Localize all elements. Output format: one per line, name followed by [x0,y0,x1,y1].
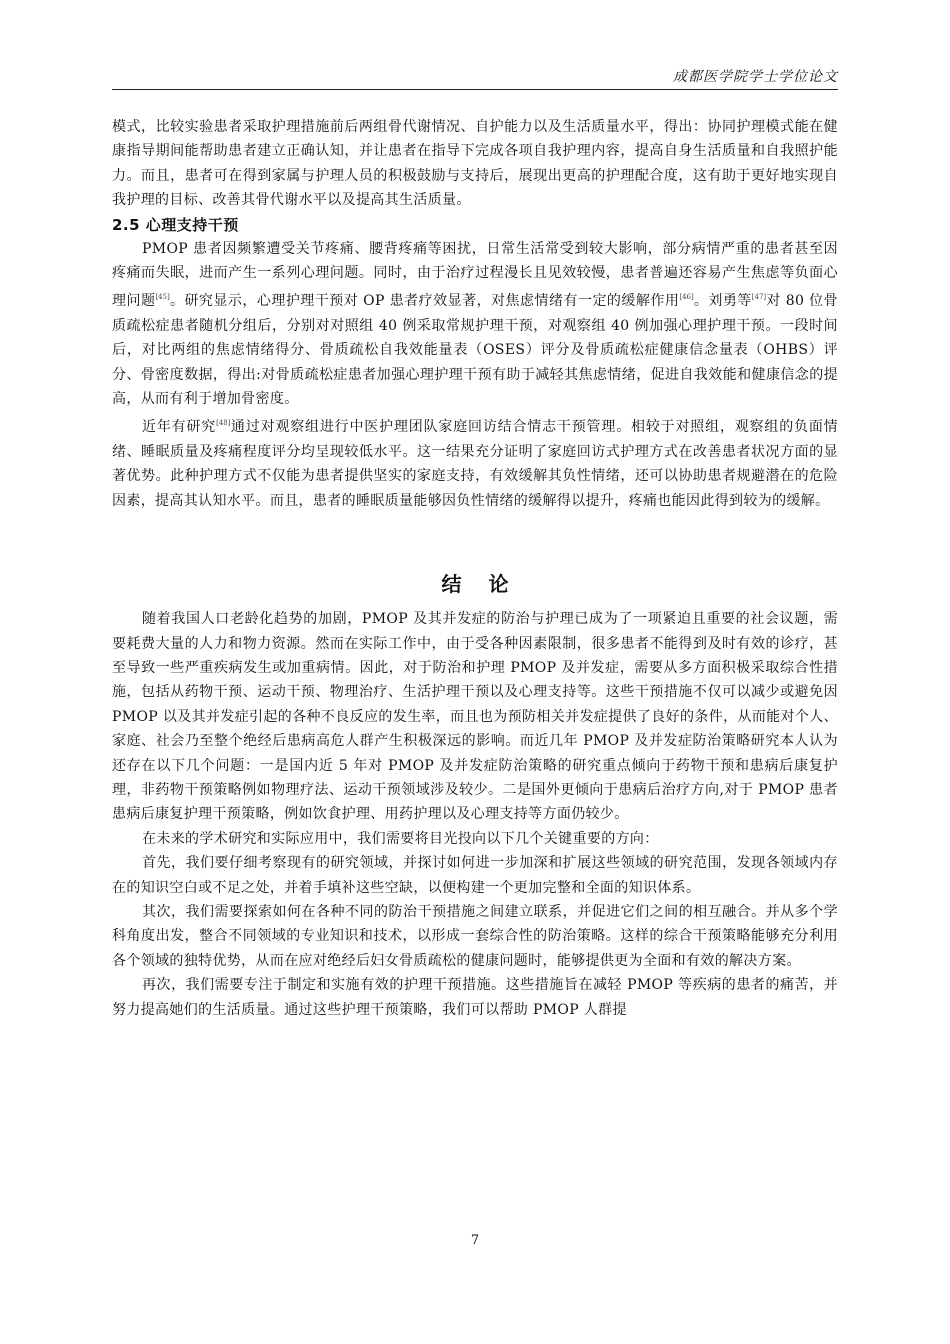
citation-marker: [47] [751,293,767,302]
text-run: 。研究显示，心理护理干预对 OP 患者疗效显著，对焦虑情绪有一定的缓解作用 [169,293,680,310]
text-run: 。刘勇等 [693,293,752,310]
conclusion-paragraph: 首先，我们要仔细考察现有的研究领域，并探讨如何进一步加深和扩展这些领域的研究范围，发现各领域内存在的知识空白或不足之处，并着手填补这些空缺，以便构建一个更加完整和全面的知识体系。 [112,855,838,896]
section-paragraph-2 [112,411,838,513]
header-divider [112,89,838,90]
section-paragraph-1 [112,237,838,412]
text-run: PMOP 患者因频繁遭受关节疼痛、腰背疼痛等困扰，日常生活常受到较大影响，部分病情严重的患者甚至因疼痛而失眠，进而产生一系列心理问题。同时，由于治疗过程漫长且见效较慢，患者普遍还容易产生焦虑等负面心理问题 [112,240,838,310]
citation-marker: [45] [155,293,170,302]
text-run: 对 80 位骨质疏松症患者随机分组后，分别对对照组 40 例采取常规护理干预，对观察组 40 例加强心理护理干预。一段时间后，对比两组的焦虑情绪得分、骨质疏松自我效能量表（OSES）评分及骨质疏松症健康信念量表（OHBS）评分、骨密度数据，得出:对骨质疏松症患者加强心理护理干预有助于减轻其焦虑情绪，促进自我效能和健康信念的提高，从而有利于增加骨密度。 [112,293,838,408]
conclusion-paragraph: 其次，我们需要探索如何在各种不同的防治干预措施之间建立联系，并促进它们之间的相互融合。并从多个学科角度出发，整合不同领域的专业知识和技术，以形成一套综合性的防治策略。这样的综合干预策略能够充分利用各个领域的独特优势，从而在应对绝经后妇女骨质疏松的健康问题时，能够提供更为全面和有效的解决方案。 [112,903,838,969]
conclusion-paragraph: 再次，我们需要专注于制定和实施有效的护理干预措施。这些措施旨在减轻 PMOP 等疾病的患者的痛苦，并努力提高她们的生活质量。通过这些护理干预策略，我们可以帮助 PMOP 人群提 [112,977,838,1018]
citation-marker: [46] [679,293,694,302]
conclusion-paragraph: 在未来的学术研究和实际应用中，我们需要将目光投向以下几个关键重要的方向： [142,830,659,847]
text-run: 近年有研究 [142,419,217,436]
text-run: 通过对观察组进行中医护理团队家庭回访结合情志干预管理。相较于对照组，观察组的负面情绪、睡眠质量及疼痛程度评分均呈现较低水平。这一结果充分证明了家庭回访式护理方式在改善患者状况方面的显著优势。此种护理方式不仅能为患者提供坚实的家庭支持，有效缓解其负性情绪，还可以协助患者规避潜在的危险因素，提高其认知水平。而且，患者的睡眠质量能够因负性情绪的缓解得以提升，疼痛也能因此得到较为的缓解。 [112,419,838,509]
page-number: 7 [470,1233,480,1248]
conclusion-paragraph: 随着我国人口老龄化趋势的加剧，PMOP 及其并发症的防治与护理已成为了一项紧迫且重要的社会议题，需要耗费大量的人力和物力资源。然而在实际工作中，由于受各种因素限制，很多患者不能得到及时有效的诊疗，甚至导致一些严重疾病发生或加重病情。因此，对于防治和护理 PMOP 及并发症，需要从多方面积极采取综合性措施，包括从药物干预、运动干预、物理治疗、生活护理干预以及心理支持等。这些干预措施不仅可以减少或避免因 PMOP 以及其并发症引起的各种不良反应的发生率，而且也为预防相关并发症提供了良好的条件，从而能对个人、家庭、社会乃至整个绝经后患病高危人群产生积极深远的影响。而近几年 PMOP 及并发症防治策略研究本人认为还存在以下几个问题：一是国内近 5 年对 PMOP 及并发症防治策略的研究重点倾向于药物干预和患病后康复护理，非药物干预策略例如物理疗法、运动干预领域涉及较少。二是国外更倾向于患病后治疗方向,对于 PMOP 患者患病后康复护理干预策略，例如饮食护理、用药护理以及心理支持等方面仍较少。 [112,611,838,823]
citation-marker: [48] [216,419,231,428]
page-body [112,115,838,1022]
conclusion-title: 结 论 [441,572,519,597]
intro-paragraph: 模式，比较实验患者采取护理措施前后两组骨代谢情况、自护能力以及生活质量水平，得出：协同护理模式能在健康指导期间能帮助患者建立正确认知，并让患者在指导下完成各项自我护理内容，提高自身生活质量和自我照护能力。而且，患者可在得到家属与护理人员的积极鼓励与支持后，展现出更高的护理配合度，这有助于更好地实现自我护理的目标、改善其骨代谢水平以及提高其生活质量。 [112,119,838,209]
section-heading: 2.5 心理支持干预 [112,215,239,234]
page-header-title: 成都医学院学士学位论文 [673,69,838,85]
